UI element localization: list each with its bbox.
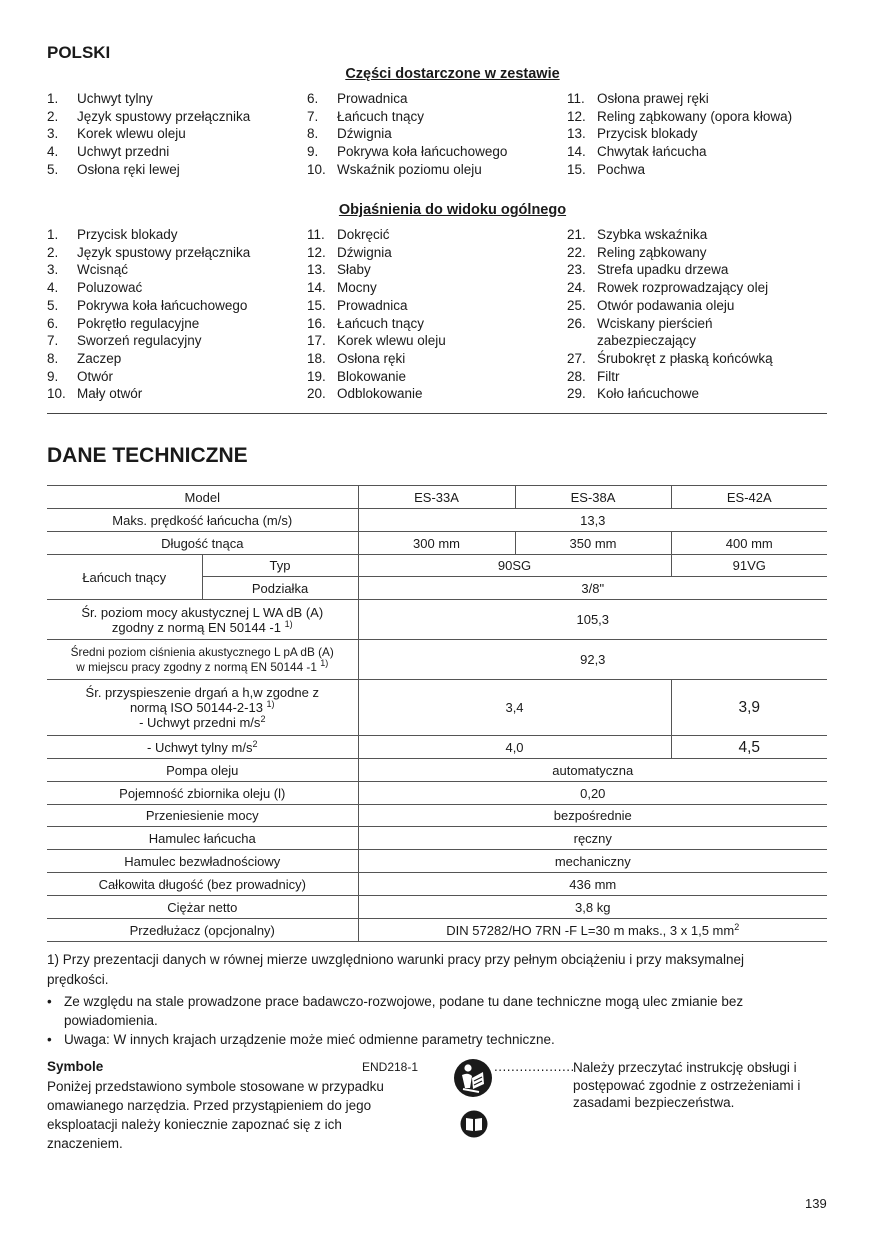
cell-oil-pump-label: Pompa oleju bbox=[47, 759, 358, 782]
item-label: Uchwyt przedni bbox=[77, 144, 170, 160]
parts-list-col1 bbox=[47, 90, 307, 179]
item-label: Otwór bbox=[77, 368, 114, 384]
item-number: 2. bbox=[47, 108, 59, 124]
item-number: 26. bbox=[567, 315, 586, 331]
sound-pressure-label-line1: Średni poziom ciśnienia akustycznego L pA dB (A) bbox=[70, 644, 334, 659]
item-label: Filtr bbox=[597, 368, 620, 384]
item-number: 16. bbox=[307, 315, 326, 331]
item-number: 10. bbox=[307, 161, 326, 177]
bullet-note-1 bbox=[47, 992, 827, 1030]
item-label: Wskaźnik poziomu oleju bbox=[337, 161, 482, 177]
item-number: 21. bbox=[567, 227, 586, 242]
cell-inertia-brake-label: Hamulec bezwładnościowy bbox=[47, 850, 358, 873]
item-label: Osłona ręki bbox=[337, 350, 406, 366]
cell-sound-pressure-value: 92,3 bbox=[358, 640, 827, 680]
item-label: Łańcuch tnący bbox=[337, 315, 425, 331]
item-label: Mocny bbox=[337, 280, 377, 296]
list-item bbox=[567, 350, 829, 368]
item-number: 1. bbox=[47, 227, 59, 242]
item-number: 9. bbox=[307, 144, 319, 160]
item-number: 6. bbox=[47, 315, 59, 331]
table-row bbox=[47, 919, 827, 942]
cell-chain-type-label: Typ bbox=[202, 555, 358, 577]
list-item bbox=[47, 90, 307, 108]
cell-inertia-brake-value: mechaniczny bbox=[358, 850, 827, 873]
item-number: 11. bbox=[567, 91, 585, 106]
bullet-note-2 bbox=[47, 1030, 827, 1049]
item-number: 8. bbox=[307, 126, 319, 142]
cell-model-label: Model bbox=[47, 486, 358, 509]
cell-chain-label: Łańcuch tnący bbox=[47, 555, 202, 600]
sound-power-label-line2: zgodny z normą EN 50144 -1 bbox=[111, 619, 285, 635]
item-label: Koło łańcuchowe bbox=[597, 386, 700, 402]
table-row bbox=[47, 736, 827, 759]
item-number: 12. bbox=[567, 108, 586, 124]
cell-total-length-value: 436 mm bbox=[358, 873, 827, 896]
list-item bbox=[307, 279, 567, 297]
table-row bbox=[47, 805, 827, 827]
item-number: 4. bbox=[47, 144, 59, 160]
list-item bbox=[47, 332, 307, 350]
unit-exponent: 2 bbox=[260, 714, 266, 724]
cell-sound-power-value: 105,3 bbox=[358, 600, 827, 640]
table-row bbox=[47, 509, 827, 532]
symbols-heading: Symbole bbox=[47, 1059, 104, 1074]
list-item bbox=[567, 297, 829, 315]
sound-power-label-line1: Śr. poziom mocy akustycznej L WA dB (A) bbox=[81, 604, 324, 620]
list-item bbox=[47, 315, 307, 333]
item-number: 24. bbox=[567, 280, 586, 296]
footnote bbox=[47, 950, 827, 990]
footnote-ref: 1) bbox=[266, 699, 275, 709]
item-number: 17. bbox=[307, 333, 326, 349]
cell-chain-type-c: 91VG bbox=[671, 555, 827, 577]
cell-model-c: ES-42A bbox=[671, 486, 827, 509]
list-item bbox=[47, 261, 307, 279]
list-item bbox=[47, 161, 307, 179]
list-item bbox=[567, 161, 829, 179]
item-label bbox=[597, 315, 713, 350]
item-label: Chwytak łańcucha bbox=[597, 144, 707, 160]
item-label: Łańcuch tnący bbox=[337, 108, 425, 124]
vibration-label-line1: Śr. przyspieszenie drgań a h,w zgodne z bbox=[85, 685, 319, 700]
table-row bbox=[47, 896, 827, 919]
item-label: Mały otwór bbox=[77, 386, 143, 402]
item-number: 15. bbox=[307, 297, 326, 313]
parts-list-col3 bbox=[567, 90, 829, 179]
vibration-label-line3: - Uchwyt przedni m/s bbox=[139, 715, 261, 730]
item-label: Język spustowy przełącznika bbox=[77, 244, 251, 260]
list-item bbox=[47, 350, 307, 368]
list-item bbox=[307, 161, 567, 179]
symbols-intro-line: eksploatacji należy koniecznie zapoznać się z ich bbox=[47, 1117, 342, 1132]
item-number: 25. bbox=[567, 297, 586, 313]
document-code: END218-1 bbox=[362, 1060, 419, 1074]
overview-list-col1 bbox=[47, 226, 307, 403]
item-number: 23. bbox=[567, 262, 586, 278]
cell-extension-label: Przedłużacz (opcjonalny) bbox=[47, 919, 358, 942]
language-heading: POLSKI bbox=[47, 43, 111, 62]
item-number: 20. bbox=[307, 386, 326, 402]
list-item bbox=[567, 143, 829, 161]
book-icon bbox=[460, 1110, 488, 1138]
section-divider bbox=[47, 413, 827, 414]
cell-vibration-rear-ab: 4,0 bbox=[358, 736, 671, 759]
item-label: Blokowanie bbox=[337, 368, 407, 384]
item-label: Odblokowanie bbox=[337, 386, 423, 402]
table-row bbox=[47, 600, 827, 640]
list-item bbox=[47, 368, 307, 386]
list-item bbox=[307, 108, 567, 126]
footnote-ref: 1) bbox=[284, 618, 293, 629]
item-number: 7. bbox=[47, 333, 59, 349]
cell-bar-length-c: 400 mm bbox=[671, 532, 827, 555]
list-item bbox=[307, 90, 567, 108]
item-label: Dokręcić bbox=[337, 227, 390, 242]
item-label: Śrubokręt z płaską końcówką bbox=[597, 350, 773, 366]
bullet-text-line1: Ze względu na stale prowadzone prace badawczo-rozwojowe, podane tu dane techniczne mogą ulec zmianie bez bbox=[64, 994, 744, 1009]
cell-sound-pressure-label bbox=[47, 640, 358, 680]
item-label: Otwór podawania oleju bbox=[597, 297, 735, 313]
list-item bbox=[47, 125, 307, 143]
page-number: 139 bbox=[805, 1196, 827, 1211]
cell-net-weight-label: Ciężar netto bbox=[47, 896, 358, 919]
vibration-label-line2: normą ISO 50144-2-13 bbox=[129, 700, 267, 715]
item-label: Prowadnica bbox=[337, 297, 408, 313]
bullet-glyph: • bbox=[47, 1032, 52, 1047]
cell-drive-value: bezpośrednie bbox=[358, 805, 827, 827]
bullet-text: Uwaga: W innych krajach urządzenie może mieć odmienne parametry techniczne. bbox=[64, 1032, 555, 1047]
list-item bbox=[47, 226, 307, 244]
table-row bbox=[47, 680, 827, 736]
item-label-line2: zabezpieczający bbox=[597, 333, 697, 349]
list-item bbox=[567, 315, 829, 350]
item-label: Pokrętło regulacyjne bbox=[77, 315, 200, 331]
item-number: 13. bbox=[567, 126, 586, 142]
list-item bbox=[47, 244, 307, 262]
item-number: 10. bbox=[47, 386, 66, 402]
list-item bbox=[567, 125, 829, 143]
list-item bbox=[567, 226, 829, 244]
item-number: 5. bbox=[47, 161, 59, 177]
cell-vibration-front-label bbox=[47, 680, 358, 736]
cell-vibration-rear-c: 4,5 bbox=[671, 736, 827, 759]
list-item bbox=[47, 108, 307, 126]
list-item bbox=[307, 143, 567, 161]
list-item bbox=[567, 368, 829, 386]
item-label: Przycisk blokady bbox=[77, 227, 178, 242]
cell-speed-label: Maks. prędkość łańcucha (m/s) bbox=[47, 509, 358, 532]
bullet-text-line2: powiadomienia. bbox=[64, 1013, 158, 1028]
cell-model-b: ES-38A bbox=[515, 486, 671, 509]
table-row bbox=[47, 782, 827, 805]
parts-list-col2 bbox=[307, 90, 567, 179]
item-label-line1: Wciskany pierścień bbox=[597, 315, 713, 331]
item-label: Reling ząbkowany bbox=[597, 244, 707, 260]
item-number: 15. bbox=[567, 161, 586, 177]
cell-vibration-front-c: 3,9 bbox=[671, 680, 827, 736]
list-item bbox=[307, 385, 567, 403]
item-number: 13. bbox=[307, 262, 326, 278]
symbols-intro-line: Poniżej przedstawiono symbole stosowane w przypadku bbox=[47, 1079, 384, 1094]
list-item bbox=[47, 143, 307, 161]
symbol-description-line: postępować zgodnie z ostrzeżeniami i bbox=[573, 1077, 801, 1093]
parts-section-title: Części dostarczone w zestawie bbox=[345, 66, 560, 82]
item-number: 29. bbox=[567, 386, 586, 402]
symbols-intro bbox=[47, 1077, 427, 1153]
item-number: 27. bbox=[567, 350, 586, 366]
item-label: Osłona prawej ręki bbox=[597, 91, 709, 106]
bullet-glyph: • bbox=[47, 994, 52, 1009]
overview-section-title: Objaśnienia do widoku ogólnego bbox=[338, 202, 567, 218]
table-row bbox=[47, 850, 827, 873]
list-item bbox=[47, 279, 307, 297]
item-label: Reling ząbkowany (opora kłowa) bbox=[597, 108, 793, 124]
table-row bbox=[47, 555, 827, 577]
list-item bbox=[47, 385, 307, 403]
item-label: Korek wlewu oleju bbox=[77, 126, 186, 142]
item-label: Przycisk blokady bbox=[597, 126, 698, 142]
item-label: Rowek rozprowadzający olej bbox=[597, 280, 769, 296]
list-item bbox=[307, 125, 567, 143]
item-number: 3. bbox=[47, 126, 59, 142]
item-label: Szybka wskaźnika bbox=[597, 227, 708, 242]
cell-vibration-front-ab: 3,4 bbox=[358, 680, 671, 736]
item-label: Poluzować bbox=[77, 280, 143, 296]
item-number: 19. bbox=[307, 368, 326, 384]
sound-pressure-label-line2: w miejscu pracy zgodny z normą EN 50144 -1 bbox=[76, 659, 321, 674]
list-item bbox=[307, 350, 567, 368]
symbol-description-line: zasadami bezpieczeństwa. bbox=[573, 1095, 735, 1110]
symbols-intro-line: znaczeniem. bbox=[47, 1136, 123, 1151]
cell-model-a: ES-33A bbox=[358, 486, 515, 509]
cell-drive-label: Przeniesienie mocy bbox=[47, 805, 358, 827]
footnote-ref: 1) bbox=[320, 657, 329, 668]
item-number: 22. bbox=[567, 244, 586, 260]
list-item bbox=[567, 108, 829, 126]
item-number: 14. bbox=[567, 144, 586, 160]
item-number: 2. bbox=[47, 244, 59, 260]
extension-value-text: DIN 57282/HO 7RN -F L=30 m maks., 3 x 1,5 mm bbox=[446, 922, 735, 938]
item-number: 3. bbox=[47, 262, 59, 278]
cell-speed-value: 13,3 bbox=[358, 509, 827, 532]
item-number: 18. bbox=[307, 350, 326, 366]
cell-oil-tank-value: 0,20 bbox=[358, 782, 827, 805]
list-item bbox=[307, 332, 567, 350]
item-number: 8. bbox=[47, 350, 59, 366]
vibration-rear-label-text: - Uchwyt tylny m/s bbox=[147, 739, 253, 755]
list-item bbox=[307, 261, 567, 279]
table-row bbox=[47, 873, 827, 896]
item-number: 1. bbox=[47, 91, 59, 106]
item-label: Prowadnica bbox=[337, 91, 408, 106]
list-item bbox=[567, 279, 829, 297]
item-number: 28. bbox=[567, 368, 586, 384]
overview-list-col3 bbox=[567, 226, 829, 403]
cell-bar-length-label: Długość tnąca bbox=[47, 532, 358, 555]
symbol-description bbox=[573, 1059, 833, 1112]
table-row bbox=[47, 532, 827, 555]
item-label: Dźwignia bbox=[337, 126, 392, 142]
item-number: 5. bbox=[47, 297, 59, 313]
item-number: 6. bbox=[307, 91, 319, 106]
item-label: Język spustowy przełącznika bbox=[77, 108, 251, 124]
item-label: Sworzeń regulacyjny bbox=[77, 333, 202, 349]
unit-exponent: 2 bbox=[734, 921, 740, 932]
cell-bar-length-a: 300 mm bbox=[358, 532, 515, 555]
item-label: Dźwignia bbox=[337, 244, 392, 260]
item-label: Pokrywa koła łańcuchowego bbox=[337, 144, 508, 160]
list-item bbox=[567, 385, 829, 403]
symbols-intro-line: omawianego narzędzia. Przed przystąpieniem do jego bbox=[47, 1098, 372, 1113]
cell-extension-value bbox=[358, 919, 827, 942]
item-label: Zaczep bbox=[77, 350, 122, 366]
table-row bbox=[47, 486, 827, 509]
cell-chain-type-ab: 90SG bbox=[358, 555, 671, 577]
cell-vibration-rear-label bbox=[47, 736, 358, 759]
list-item bbox=[307, 368, 567, 386]
cell-chain-pitch-value: 3/8" bbox=[358, 577, 827, 600]
item-number: 11. bbox=[307, 227, 325, 242]
cell-oil-tank-label: Pojemność zbiornika oleju (l) bbox=[47, 782, 358, 805]
item-label: Pokrywa koła łańcuchowego bbox=[77, 297, 248, 313]
item-number: 4. bbox=[47, 280, 59, 296]
item-number: 9. bbox=[47, 368, 59, 384]
item-label: Pochwa bbox=[597, 161, 646, 177]
tech-data-heading: DANE TECHNICZNE bbox=[47, 444, 248, 467]
footnote-line2: prędkości. bbox=[47, 972, 109, 987]
unit-exponent: 2 bbox=[252, 738, 258, 749]
item-label: Korek wlewu oleju bbox=[337, 333, 446, 349]
item-number: 14. bbox=[307, 280, 326, 296]
table-row bbox=[47, 640, 827, 680]
list-item bbox=[47, 297, 307, 315]
cell-chain-brake-label: Hamulec łańcucha bbox=[47, 827, 358, 850]
item-label: Wcisnąć bbox=[77, 262, 129, 278]
symbol-description-line: Należy przeczytać instrukcję obsługi i bbox=[573, 1060, 797, 1075]
list-item bbox=[307, 297, 567, 315]
item-label: Słaby bbox=[337, 262, 371, 278]
item-number: 7. bbox=[307, 108, 319, 124]
cell-chain-pitch-label: Podziałka bbox=[202, 577, 358, 600]
overview-list-col2 bbox=[307, 226, 567, 403]
list-item bbox=[307, 244, 567, 262]
list-item bbox=[567, 261, 829, 279]
cell-total-length-label: Całkowita długość (bez prowadnicy) bbox=[47, 873, 358, 896]
item-label: Uchwyt tylny bbox=[77, 91, 153, 106]
item-label: Strefa upadku drzewa bbox=[597, 262, 729, 278]
item-number: 12. bbox=[307, 244, 326, 260]
list-item bbox=[307, 315, 567, 333]
cell-net-weight-value: 3,8 kg bbox=[358, 896, 827, 919]
item-label: Osłona ręki lewej bbox=[77, 161, 180, 177]
cell-chain-brake-value: ręczny bbox=[358, 827, 827, 850]
list-item bbox=[567, 90, 829, 108]
cell-bar-length-b: 350 mm bbox=[515, 532, 671, 555]
cell-oil-pump-value: automatyczna bbox=[358, 759, 827, 782]
list-item bbox=[307, 226, 567, 244]
leader-dots: ................... bbox=[494, 1059, 575, 1074]
footnote-line1: 1) Przy prezentacji danych w równej mierze uwzględniono warunki pracy przy pełnym obciążeniu i przy maksymalnej bbox=[47, 952, 745, 967]
list-item bbox=[567, 244, 829, 262]
read-manual-person-icon bbox=[453, 1058, 493, 1098]
table-row bbox=[47, 759, 827, 782]
table-row bbox=[47, 827, 827, 850]
spec-table bbox=[47, 485, 827, 942]
cell-sound-power-label bbox=[47, 600, 358, 640]
